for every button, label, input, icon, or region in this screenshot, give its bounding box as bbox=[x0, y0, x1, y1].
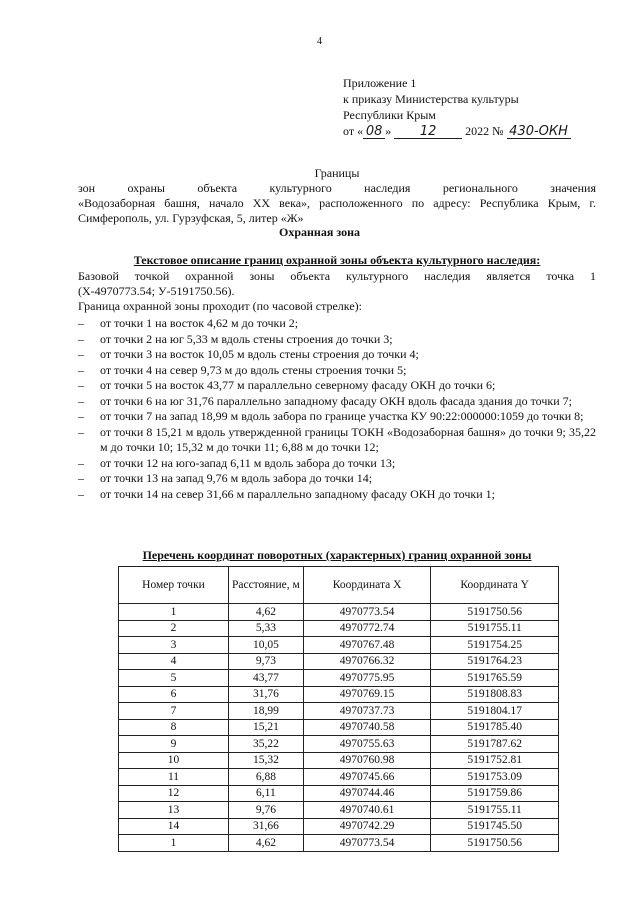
coordinates-table-heading: Перечень координат поворотных (характерных) границ охранной зоны bbox=[142, 548, 532, 562]
cell-point: 3 bbox=[119, 637, 229, 654]
list-item bbox=[78, 316, 596, 332]
cell-distance: 15,32 bbox=[229, 752, 304, 769]
cell-x: 4970775.95 bbox=[303, 670, 431, 687]
list-item-text: от точки 4 на север 9,73 м до вдоль стены строения точки 5; bbox=[100, 362, 407, 377]
cell-distance: 4,62 bbox=[229, 835, 304, 852]
title-line-4: Симферополь, ул. Гурзуфская, 5, литер «Ж» bbox=[78, 211, 304, 225]
list-item bbox=[78, 471, 596, 487]
dash-bullet: – bbox=[78, 471, 84, 485]
list-item-text: от точки 5 на восток 43,77 м параллельно северному фасаду ОКН до точки 6; bbox=[100, 378, 496, 392]
cell-x: 4970744.46 bbox=[303, 785, 431, 802]
cell-distance: 9,73 bbox=[229, 653, 304, 670]
cell-y: 5191745.50 bbox=[431, 818, 559, 835]
list-item bbox=[78, 487, 596, 503]
cell-distance: 31,76 bbox=[229, 686, 304, 703]
coordinates-table bbox=[118, 566, 559, 852]
cell-distance: 18,99 bbox=[229, 703, 304, 720]
cell-y: 5191804.17 bbox=[431, 703, 559, 720]
column-header-y: Координата Y bbox=[431, 567, 559, 604]
cell-x: 4970737.73 bbox=[303, 703, 431, 720]
dash-bullet: – bbox=[78, 331, 84, 346]
table-row bbox=[119, 637, 559, 654]
list-item-text: от точки 3 на восток 10,05 м вдоль стены строения до точки 4; bbox=[100, 347, 419, 361]
cell-point: 8 bbox=[119, 719, 229, 736]
cell-y: 5191750.56 bbox=[431, 604, 559, 621]
cell-y: 5191753.09 bbox=[431, 769, 559, 786]
title-line-1: Границы bbox=[314, 166, 360, 180]
cell-point: 10 bbox=[119, 752, 229, 769]
annex-title: Приложение 1 bbox=[343, 76, 417, 90]
table-row bbox=[119, 670, 559, 687]
table-header-row bbox=[119, 567, 559, 604]
list-item bbox=[78, 332, 596, 348]
cell-x: 4970740.61 bbox=[303, 802, 431, 819]
date-month: 12 bbox=[394, 126, 462, 139]
cell-x: 4970773.54 bbox=[303, 604, 431, 621]
list-item bbox=[78, 394, 596, 410]
cell-x: 4970755.63 bbox=[303, 736, 431, 753]
cell-point: 13 bbox=[119, 802, 229, 819]
cell-distance: 6,88 bbox=[229, 769, 304, 786]
cell-x: 4970772.74 bbox=[303, 620, 431, 637]
cell-y: 5191808.83 bbox=[431, 686, 559, 703]
boundary-list bbox=[78, 316, 596, 502]
table-row bbox=[119, 686, 559, 703]
page-number: 4 bbox=[317, 36, 322, 47]
cell-x: 4970767.48 bbox=[303, 637, 431, 654]
cell-x: 4970740.58 bbox=[303, 719, 431, 736]
cell-distance: 9,76 bbox=[229, 802, 304, 819]
list-item bbox=[78, 363, 596, 379]
cell-point: 14 bbox=[119, 818, 229, 835]
text-description-heading: Текстовое описание границ охранной зоны объекта культурного наследия: bbox=[133, 253, 541, 267]
annex-ministry: Республики Крым bbox=[343, 108, 436, 122]
dash-bullet: – bbox=[78, 347, 84, 361]
cell-x: 4970773.54 bbox=[303, 835, 431, 852]
document-title bbox=[78, 166, 596, 226]
cell-point: 5 bbox=[119, 670, 229, 687]
table-row bbox=[119, 802, 559, 819]
cell-distance: 15,21 bbox=[229, 719, 304, 736]
dash-bullet: – bbox=[78, 316, 84, 330]
list-item-text: от точки 13 на запад 9,76 м вдоль забора до точки 14; bbox=[100, 471, 373, 485]
cell-x: 4970766.32 bbox=[303, 653, 431, 670]
date-prefix: от « bbox=[343, 124, 364, 138]
cell-y: 5191750.56 bbox=[431, 835, 559, 852]
table-row bbox=[119, 703, 559, 720]
cell-point: 7 bbox=[119, 703, 229, 720]
cell-point: 1 bbox=[119, 604, 229, 621]
dash-bullet: – bbox=[78, 455, 84, 470]
order-number: 430-ОКН bbox=[507, 126, 571, 139]
list-item bbox=[78, 409, 596, 425]
column-header-x: Координата X bbox=[303, 567, 431, 604]
zone-heading: Охранная зона bbox=[279, 225, 360, 239]
base-line-1: Базовой точкой охранной зоны объекта культурного наследия является точка 1 bbox=[78, 269, 596, 283]
list-item bbox=[78, 456, 596, 472]
cell-distance: 10,05 bbox=[229, 637, 304, 654]
cell-y: 5191754.25 bbox=[431, 637, 559, 654]
cell-x: 4970745.66 bbox=[303, 769, 431, 786]
list-item-text: от точки 1 на восток 4,62 м до точки 2; bbox=[100, 316, 299, 330]
list-item bbox=[78, 378, 596, 394]
cell-y: 5191752.81 bbox=[431, 752, 559, 769]
list-item bbox=[78, 347, 596, 363]
dash-bullet: – bbox=[78, 362, 84, 377]
column-header-distance: Расстояние, м bbox=[229, 567, 304, 604]
list-item-text: от точки 2 на юг 5,33 м вдоль стены строения до точки 3; bbox=[100, 331, 393, 346]
cell-y: 5191787.62 bbox=[431, 736, 559, 753]
dash-bullet: – bbox=[78, 378, 84, 392]
annex-block bbox=[343, 75, 571, 139]
annex-order-ref: к приказу Министерства культуры bbox=[343, 92, 519, 106]
cell-point: 12 bbox=[119, 785, 229, 802]
table-row bbox=[119, 769, 559, 786]
base-point-paragraph bbox=[78, 269, 596, 314]
cell-y: 5191765.59 bbox=[431, 670, 559, 687]
list-item-text: от точки 14 на север 31,66 м параллельно западному фасаду ОКН до точки 1; bbox=[100, 486, 495, 501]
cell-x: 4970742.29 bbox=[303, 818, 431, 835]
cell-y: 5191755.11 bbox=[431, 802, 559, 819]
cell-distance: 6,11 bbox=[229, 785, 304, 802]
table-row bbox=[119, 736, 559, 753]
cell-y: 5191755.11 bbox=[431, 620, 559, 637]
base-line-2: (Х-4970773.54; У-5191750.56). bbox=[78, 284, 235, 298]
dash-bullet: – bbox=[78, 424, 84, 439]
cell-x: 4970760.98 bbox=[303, 752, 431, 769]
cell-y: 5191785.40 bbox=[431, 719, 559, 736]
title-line-2: зон охраны объекта культурного наследия регионального значения bbox=[78, 181, 596, 195]
cell-y: 5191764.23 bbox=[431, 653, 559, 670]
dash-bullet: – bbox=[78, 409, 84, 423]
list-item-text: от точки 12 на юго-запад 6,11 м вдоль забора до точки 13; bbox=[100, 455, 396, 470]
cell-distance: 5,33 bbox=[229, 620, 304, 637]
column-header-point: Номер точки bbox=[119, 567, 229, 604]
cell-y: 5191759.86 bbox=[431, 785, 559, 802]
list-item-text: от точки 8 15,21 м вдоль утвержденной границы ТОКН «Водозаборная башня» до точки 9; 35,22 м до точки 10; 15,32 м до точки 11; 6,88 м до точки 12; bbox=[100, 424, 596, 454]
date-mid: » bbox=[385, 124, 392, 138]
table-row bbox=[119, 653, 559, 670]
cell-point: 2 bbox=[119, 620, 229, 637]
table-row bbox=[119, 835, 559, 852]
dash-bullet: – bbox=[78, 393, 84, 408]
cell-point: 1 bbox=[119, 835, 229, 852]
list-item bbox=[78, 425, 596, 456]
table-row bbox=[119, 818, 559, 835]
table-row bbox=[119, 719, 559, 736]
cell-x: 4970769.15 bbox=[303, 686, 431, 703]
table-row bbox=[119, 785, 559, 802]
table-row bbox=[119, 604, 559, 621]
title-line-3: «Водозаборная башня, начало XX века», расположенного по адресу: Республика Крым, г. bbox=[78, 196, 596, 210]
list-item-text: от точки 6 на юг 31,76 параллельно западному фасаду ОКН вдоль фасада здания до точки 7; bbox=[100, 393, 572, 408]
cell-distance: 35,22 bbox=[229, 736, 304, 753]
cell-point: 6 bbox=[119, 686, 229, 703]
date-day: 08 bbox=[363, 126, 385, 139]
cell-distance: 4,62 bbox=[229, 604, 304, 621]
cell-point: 9 bbox=[119, 736, 229, 753]
cell-point: 11 bbox=[119, 769, 229, 786]
cell-distance: 43,77 bbox=[229, 670, 304, 687]
list-item-text: от точки 7 на запад 18,99 м вдоль забора по границе участка КУ 90:22:000000:1059 до точки 8; bbox=[100, 409, 584, 423]
base-line-3: Граница охранной зоны проходит (по часовой стрелке): bbox=[78, 299, 362, 313]
cell-point: 4 bbox=[119, 653, 229, 670]
cell-distance: 31,66 bbox=[229, 818, 304, 835]
date-year: 2022 № bbox=[465, 124, 504, 138]
table-row bbox=[119, 752, 559, 769]
table-row bbox=[119, 620, 559, 637]
annex-date-line bbox=[343, 123, 571, 139]
dash-bullet: – bbox=[78, 486, 84, 501]
